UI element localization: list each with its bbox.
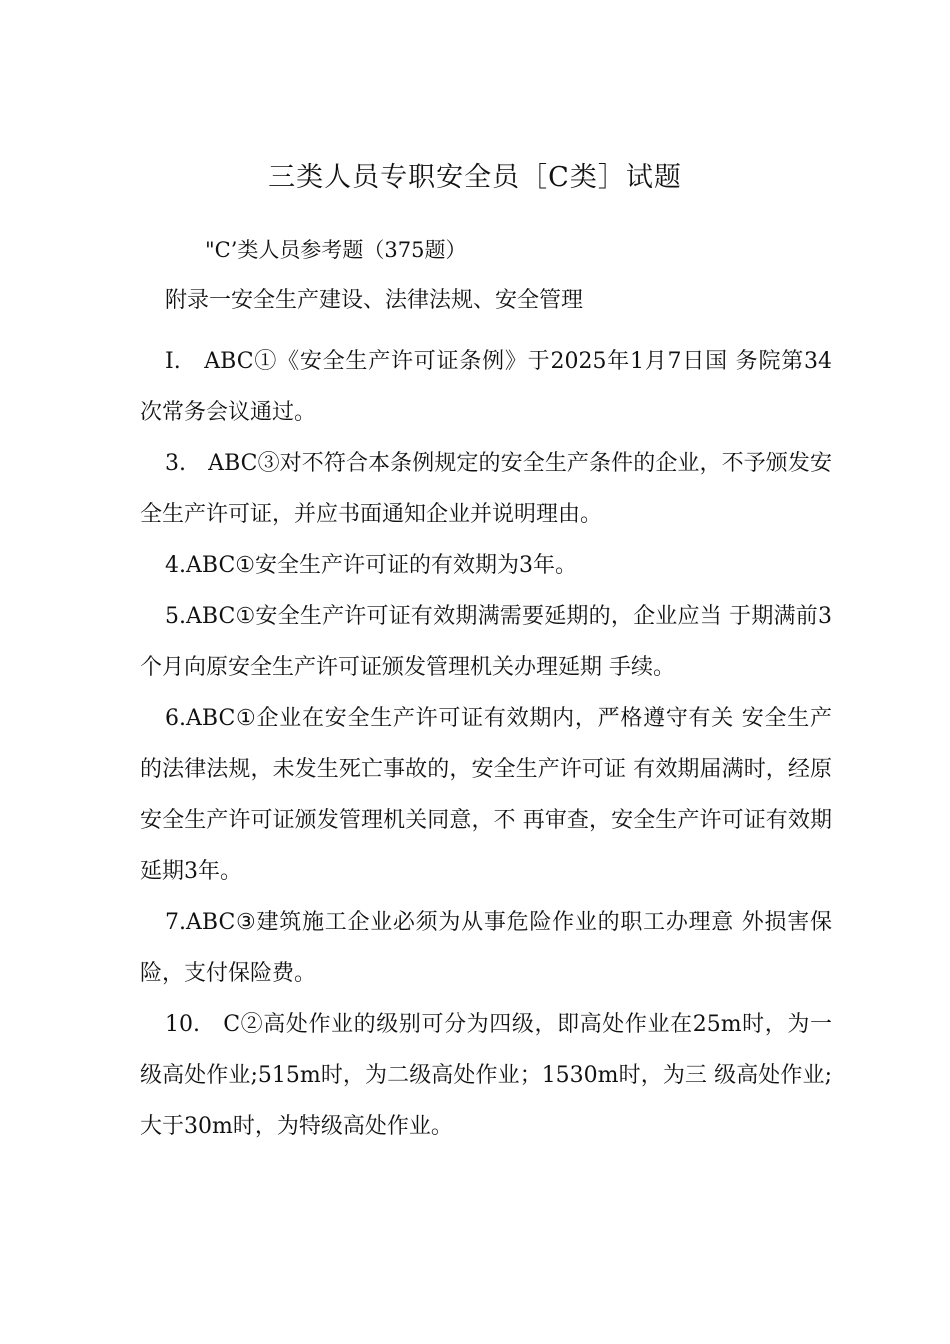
- document-subtitle: "C’类人员参考题（375题）: [205, 238, 467, 262]
- section-heading: 附录一安全生产建设、法律法规、安全管理: [165, 288, 584, 313]
- question-item-1: I. ABC①《安全生产许可证条例》于2025年1月7日国 务院第34次常务会议通过。: [140, 349, 832, 425]
- question-item-3: 3. ABC③对不符合本条例规定的安全生产条件的企业，不予颁发安全生产许可证，并应书面通知企业并说明理由。: [140, 451, 832, 527]
- question-item-10: 10. C②高处作业的级别可分为四级，即高处作业在25m时，为一级高处作业;515m时，为二级高处作业；1530m时，为三 级高处作业;大于30m时，为特级高处作业。: [140, 1012, 832, 1139]
- document-title: 三类人员专职安全员［C类］试题: [268, 162, 682, 193]
- question-item-7: 7.ABC③建筑施工企业必须为从事危险作业的职工办理意 外损害保险，支付保险费。: [140, 910, 832, 986]
- question-item-6: 6.ABC①企业在安全生产许可证有效期内，严格遵守有关 安全生产的法律法规，未发生死亡事故的，安全生产许可证 有效期届满时，经原安全生产许可证颁发管理机关同意，不 再审查，安全生产许可证有效期延期3年。: [140, 706, 832, 884]
- question-list: [140, 336, 832, 1152]
- question-item-4: 4.ABC①安全生产许可证的有效期为3年。: [165, 553, 578, 578]
- question-item-5: 5.ABC①安全生产许可证有效期满需要延期的，企业应当 于期满前3个月向原安全生产许可证颁发管理机关办理延期 手续。: [140, 604, 832, 680]
